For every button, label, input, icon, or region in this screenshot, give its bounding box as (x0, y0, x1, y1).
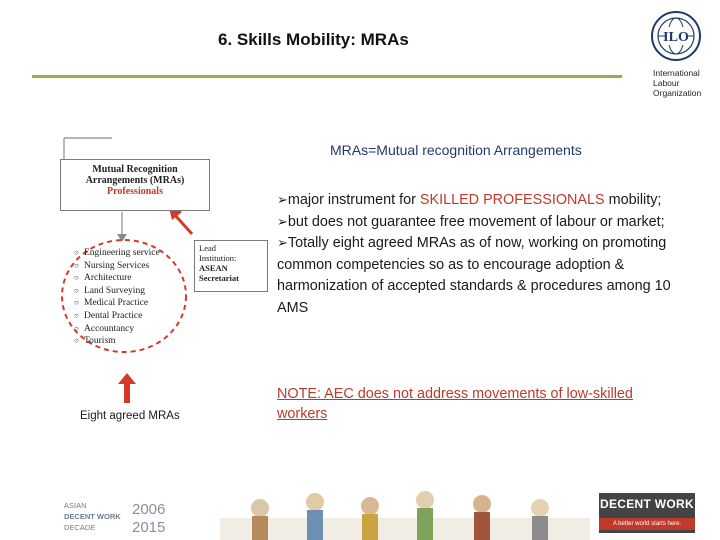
red-diagonal-arrow (174, 214, 192, 234)
decade-year: 2006 (132, 501, 166, 518)
bullet1-text-end: mobility; (604, 192, 662, 208)
circle-bullet-icon: ○ (74, 273, 79, 283)
mra-heading: MRAs=Mutual recognition Arrangements (330, 142, 582, 158)
ilo-text-line: Labour (653, 78, 680, 88)
bullet1-text: major instrument for (287, 192, 420, 208)
circle-bullet-icon: ○ (74, 260, 79, 270)
bullet2-text: but does not guarantee free movement of labour or market; (287, 213, 665, 230)
list-item-label: Nursing Services (84, 260, 150, 271)
list-item-label: Engineering service (84, 248, 160, 258)
decade-year: 2015 (132, 519, 166, 536)
note-text: NOTE: AEC does not address movements of low-skilled workers (277, 386, 633, 422)
list-item (74, 335, 184, 348)
decent-work-badge (599, 493, 695, 533)
mra-professionals-box (60, 159, 210, 211)
list-item-label: Tourism (84, 336, 116, 347)
arrow-bullet-icon: ➢ (277, 214, 288, 230)
circle-bullet-icon: ○ (74, 248, 79, 257)
list-item-label: Land Surveying (84, 285, 145, 296)
circle-bullet-icon: ○ (74, 323, 79, 333)
list-item-label: Accountancy (84, 323, 135, 334)
circle-bullet-icon: ○ (74, 298, 79, 308)
bullet3-text: Totally eight agreed MRAs as of now, working on promoting common competencies so as to encourage adoption & harmonization of accepted standards & procedures among 10 AMS (277, 235, 671, 316)
lead-line: Institution: (199, 253, 237, 263)
list-item (74, 272, 184, 285)
circle-bullet-icon: ○ (74, 310, 79, 320)
arrow-bullet-icon: ➢ (277, 236, 288, 251)
asian-decent-work-decade-logo (58, 497, 178, 537)
list-item-label: Medical Practice (84, 298, 149, 309)
decade-line: DECADE (64, 523, 96, 532)
list-item-label: Dental Practice (84, 310, 143, 321)
lead-line: Secretariat (199, 273, 239, 283)
box-line: Mutual Recognition (92, 164, 178, 175)
circle-bullet-icon: ○ (74, 336, 79, 346)
list-item-label: Architecture (84, 273, 132, 284)
arrow-bullet-icon: ➢ (277, 193, 288, 208)
red-up-arrow-icon (118, 373, 136, 403)
badge-title: DECENT WORK (600, 497, 694, 511)
list-item (74, 285, 184, 298)
mra-list (74, 247, 184, 348)
bullet-paragraph (277, 190, 687, 319)
footer-illustration (220, 478, 590, 540)
list-item (74, 260, 184, 273)
circle-bullet-icon: ○ (74, 285, 79, 295)
lead-institution-box (194, 240, 268, 292)
box-line: Arrangements (MRAs) (85, 175, 185, 186)
decade-line: ASIAN (64, 501, 87, 510)
ilo-logo-text (653, 68, 701, 98)
ilo-text-line: Organization (653, 88, 702, 98)
ilo-globe-icon (650, 10, 702, 62)
lead-line: Lead (199, 243, 216, 253)
list-item (74, 247, 184, 260)
title-underline (32, 75, 622, 78)
list-item (74, 310, 184, 323)
list-item (74, 297, 184, 310)
decade-line: DECENT WORK (64, 512, 121, 521)
list-item (74, 323, 184, 336)
slide-title: 6. Skills Mobility: MRAs (218, 30, 409, 49)
ilo-text-line: International (653, 68, 700, 78)
box-line-professionals: Professionals (107, 186, 163, 197)
svg-text:ILO: ILO (663, 30, 689, 45)
lead-line: ASEAN (199, 263, 228, 273)
diagram-caption: Eight agreed MRAs (80, 410, 180, 422)
bullet1-highlight: SKILLED PROFESSIONALS (419, 192, 605, 208)
badge-subtitle: A better world starts here. (599, 518, 695, 530)
